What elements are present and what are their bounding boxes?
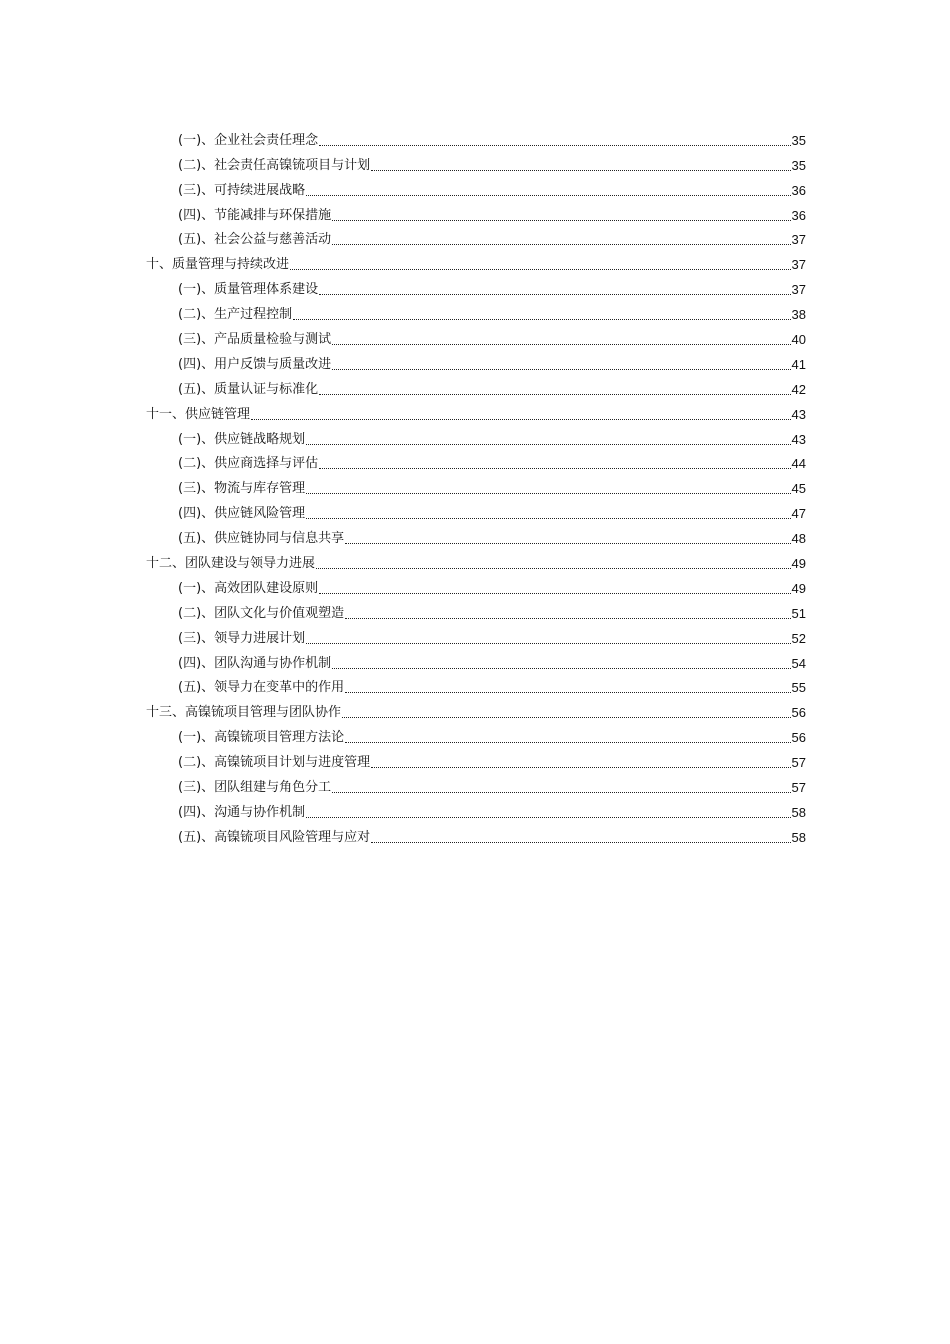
toc-dot-leader: [316, 568, 791, 569]
toc-entry-title: (五)、质量认证与标准化: [178, 381, 319, 397]
toc-dot-leader: [332, 344, 790, 345]
toc-page-number: 43: [791, 406, 806, 422]
toc-entry-title: (五)、供应链协同与信息共享: [178, 531, 345, 547]
toc-section-entry[interactable]: [146, 349, 806, 374]
toc-page-number: 41: [791, 356, 806, 372]
toc-page-number: 47: [791, 506, 806, 522]
toc-entry-title: (二)、社会责任高镍锍项目与计划: [178, 157, 371, 173]
toc-page-number: 37: [791, 257, 806, 273]
toc-dot-leader: [319, 593, 790, 594]
toc-page-number: 37: [791, 282, 806, 298]
toc-section-entry[interactable]: [146, 772, 806, 797]
toc-chapter-entry[interactable]: [146, 399, 806, 424]
toc-page-number: 48: [791, 531, 806, 547]
toc-page-number: 38: [791, 307, 806, 323]
toc-section-entry[interactable]: [146, 747, 806, 772]
toc-page-number: 52: [791, 630, 806, 646]
toc-section-entry[interactable]: [146, 797, 806, 822]
toc-dot-leader: [306, 493, 790, 494]
toc-dot-leader: [306, 643, 790, 644]
toc-section-entry[interactable]: [146, 225, 806, 250]
toc-page-number: 56: [791, 705, 806, 721]
toc-entry-title: (四)、沟通与协作机制: [178, 804, 306, 820]
toc-dot-leader: [332, 220, 790, 221]
toc-page-number: 57: [791, 780, 806, 796]
toc-page-number: 35: [791, 157, 806, 173]
toc-page-number: 42: [791, 381, 806, 397]
toc-dot-leader: [332, 668, 790, 669]
toc-page-number: 43: [791, 431, 806, 447]
toc-entry-title: 十二、团队建设与领导力进展: [146, 556, 316, 572]
toc-page-number: 58: [791, 829, 806, 845]
toc-dot-leader: [319, 294, 790, 295]
toc-chapter-entry[interactable]: [146, 548, 806, 573]
toc-dot-leader: [319, 145, 790, 146]
toc-section-entry[interactable]: [146, 200, 806, 225]
toc-entry-title: (五)、社会公益与慈善活动: [178, 232, 332, 248]
toc-section-entry[interactable]: [146, 449, 806, 474]
toc-entry-title: (二)、高镍锍项目计划与进度管理: [178, 755, 371, 771]
toc-page-number: 54: [791, 655, 806, 671]
toc-entry-title: 十三、高镍锍项目管理与团队协作: [146, 705, 342, 721]
toc-entry-title: (三)、物流与库存管理: [178, 481, 306, 497]
toc-section-entry[interactable]: [146, 299, 806, 324]
toc-entry-title: (二)、生产过程控制: [178, 307, 293, 323]
toc-entry-title: (一)、企业社会责任理念: [178, 132, 319, 148]
toc-entry-title: (四)、节能减排与环保措施: [178, 207, 332, 223]
toc-dot-leader: [345, 543, 790, 544]
toc-page-number: 51: [791, 605, 806, 621]
toc-chapter-entry[interactable]: [146, 697, 806, 722]
toc-dot-leader: [332, 244, 790, 245]
toc-page-number: 55: [791, 680, 806, 696]
toc-section-entry[interactable]: [146, 175, 806, 200]
toc-section-entry[interactable]: [146, 424, 806, 449]
toc-entry-title: 十一、供应链管理: [146, 406, 251, 422]
toc-entry-title: (四)、用户反馈与质量改进: [178, 356, 332, 372]
toc-section-entry[interactable]: [146, 598, 806, 623]
toc-page-number: 37: [791, 232, 806, 248]
toc-dot-leader: [345, 618, 790, 619]
toc-page-number: 44: [791, 456, 806, 472]
toc-entry-title: (三)、产品质量检验与测试: [178, 332, 332, 348]
toc-entry-title: (三)、团队组建与角色分工: [178, 780, 332, 796]
toc-page-number: 36: [791, 182, 806, 198]
toc-section-entry[interactable]: [146, 498, 806, 523]
toc-page-number: 49: [791, 556, 806, 572]
toc-dot-leader: [371, 842, 790, 843]
toc-dot-leader: [332, 369, 790, 370]
toc-dot-leader: [251, 419, 791, 420]
toc-dot-leader: [319, 468, 790, 469]
toc-entry-title: 十、质量管理与持续改进: [146, 257, 290, 273]
toc-page-number: 56: [791, 730, 806, 746]
toc-entry-title: (五)、高镍锍项目风险管理与应对: [178, 829, 371, 845]
toc-section-entry[interactable]: [146, 125, 806, 150]
toc-dot-leader: [342, 717, 791, 718]
toc-section-entry[interactable]: [146, 673, 806, 698]
toc-dot-leader: [371, 767, 790, 768]
toc-page-number: 40: [791, 332, 806, 348]
toc-entry-title: (一)、高效团队建设原则: [178, 580, 319, 596]
toc-page-number: 36: [791, 207, 806, 223]
toc-section-entry[interactable]: [146, 374, 806, 399]
toc-page-number: 45: [791, 481, 806, 497]
toc-section-entry[interactable]: [146, 648, 806, 673]
toc-page-number: 58: [791, 804, 806, 820]
toc-section-entry[interactable]: [146, 573, 806, 598]
toc-dot-leader: [306, 444, 790, 445]
toc-page-number: 49: [791, 580, 806, 596]
toc-section-entry[interactable]: [146, 722, 806, 747]
toc-dot-leader: [332, 792, 790, 793]
toc-page-number: 57: [791, 755, 806, 771]
toc-dot-leader: [306, 518, 790, 519]
toc-dot-leader: [371, 170, 790, 171]
toc-entry-title: (三)、领导力进展计划: [178, 630, 306, 646]
toc-dot-leader: [345, 692, 790, 693]
toc-dot-leader: [345, 742, 790, 743]
toc-entry-title: (四)、团队沟通与协作机制: [178, 655, 332, 671]
toc-section-entry[interactable]: [146, 324, 806, 349]
toc-section-entry[interactable]: [146, 274, 806, 299]
toc-section-entry[interactable]: [146, 623, 806, 648]
toc-entry-title: (五)、领导力在变革中的作用: [178, 680, 345, 696]
toc-section-entry[interactable]: [146, 473, 806, 498]
toc-dot-leader: [293, 319, 790, 320]
toc-entry-title: (二)、供应商选择与评估: [178, 456, 319, 472]
toc-dot-leader: [290, 269, 791, 270]
toc-entry-title: (三)、可持续进展战略: [178, 182, 306, 198]
toc-dot-leader: [306, 195, 790, 196]
toc-entry-title: (四)、供应链风险管理: [178, 506, 306, 522]
toc-page-number: 35: [791, 132, 806, 148]
toc-dot-leader: [306, 817, 790, 818]
toc-section-entry[interactable]: [146, 150, 806, 175]
toc-entry-title: (一)、高镍锍项目管理方法论: [178, 730, 345, 746]
toc-section-entry[interactable]: [146, 822, 806, 847]
toc-chapter-entry[interactable]: [146, 249, 806, 274]
toc-entry-title: (一)、供应链战略规划: [178, 431, 306, 447]
table-of-contents: [146, 125, 806, 847]
toc-dot-leader: [319, 394, 790, 395]
toc-section-entry[interactable]: [146, 523, 806, 548]
toc-entry-title: (二)、团队文化与价值观塑造: [178, 605, 345, 621]
toc-entry-title: (一)、质量管理体系建设: [178, 282, 319, 298]
